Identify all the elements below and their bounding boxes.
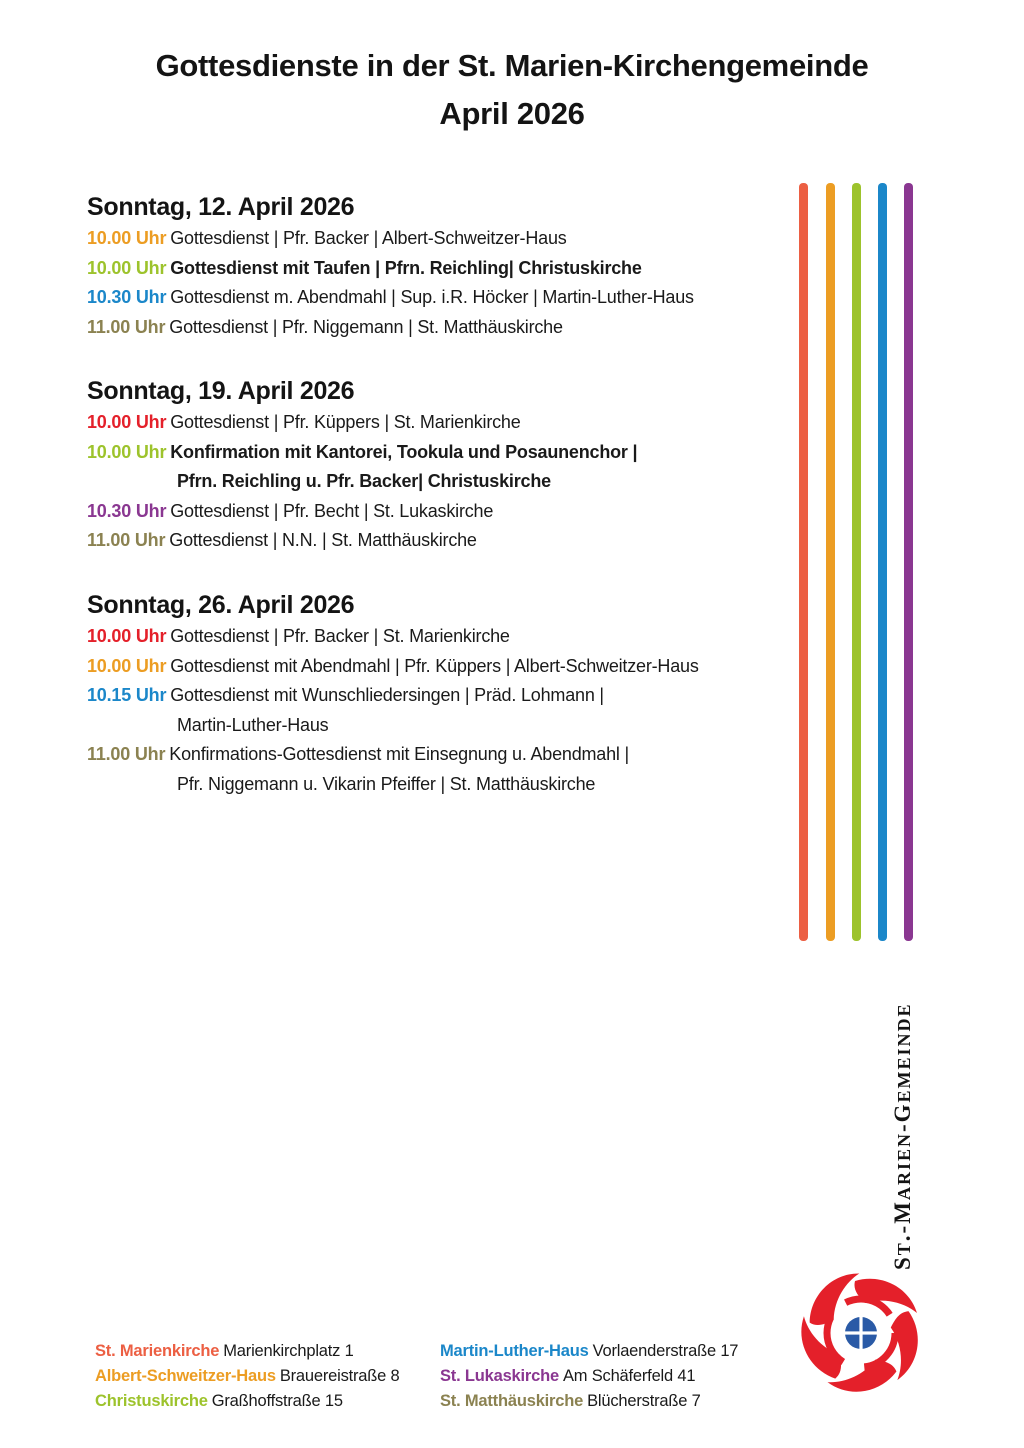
brand-letter: M [890,1200,915,1224]
stripe-red [799,183,808,941]
address-list-left [95,1339,400,1414]
service-entry [87,224,787,254]
brand-letter: G [890,1102,915,1123]
brand-letter: S [890,1255,915,1270]
service-entry [87,283,787,313]
brand-letter: - [890,1122,915,1133]
title-line-2: April 2026 [439,96,585,131]
service-text: Gottesdienst | Pfr. Becht | St. Lukaskirche [170,500,494,521]
service-text: Gottesdienst mit Wunschliedersingen | Präd. Lohmann | [170,685,604,706]
service-time: 11.00 Uhr [87,530,166,551]
brand-wordmark [890,1002,916,1270]
address-street: Am Schäferfeld 41 [562,1367,696,1385]
sunday-heading: Sonntag, 12. April 2026 [87,193,355,221]
service-entry [87,740,787,799]
service-time: 10.00 Uhr [87,257,167,278]
stripe-green [852,183,861,941]
address-row [95,1389,400,1414]
address-row [440,1364,738,1389]
service-text: Konfirmation mit Kantorei, Tookula und Posaunenchor | [170,441,638,462]
address-place: St. Matthäuskirche [440,1392,584,1410]
service-text-continued: Pfr. Niggemann u. Vikarin Pfeiffer | St. Matthäuskirche [177,773,596,794]
address-place: St. Lukaskirche [440,1367,559,1385]
service-text-continued: Martin-Luther-Haus [177,714,329,735]
service-entry [87,652,787,682]
address-street: Vorlaenderstraße 17 [592,1342,739,1360]
service-text: Konfirmations-Gottesdienst mit Einsegnung u. Abendmahl | [169,744,630,765]
address-row [440,1389,738,1414]
stripe-orange [826,183,835,941]
service-text: Gottesdienst m. Abendmahl | Sup. i.R. Höcker | Martin-Luther-Haus [170,287,694,308]
address-list-right [440,1339,738,1414]
service-entry [87,438,787,497]
service-time: 10.15 Uhr [87,685,167,706]
address-place: Martin-Luther-Haus [440,1342,589,1360]
service-time: 11.00 Uhr [87,744,166,765]
address-street: Graßhoffstraße 15 [211,1392,343,1410]
service-text-continued: Pfrn. Reichling u. Pfr. Backer| Christuskirche [177,471,551,492]
address-row [95,1364,400,1389]
service-time: 10.00 Uhr [87,655,167,676]
service-text: Gottesdienst | Pfr. Backer | St. Marienkirche [170,626,510,646]
page-title [0,42,1024,138]
service-entry [87,681,787,740]
service-time: 10.00 Uhr [87,441,167,462]
address-row [95,1339,400,1364]
stripe-blue [878,183,887,941]
service-entry [87,497,787,527]
brand-letter: .- [890,1223,915,1242]
sunday-block-1 [87,190,787,342]
address-place: Albert-Schweitzer-Haus [95,1367,276,1385]
service-time: 10.00 Uhr [87,228,167,248]
address-street: Marienkirchplatz 1 [223,1342,354,1360]
service-entry [87,408,787,438]
service-text: Gottesdienst mit Abendmahl | Pfr. Küppers | Albert-Schweitzer-Haus [170,655,699,676]
stripe-purple [904,183,913,941]
sunday-block-3 [87,588,787,800]
address-street: Blücherstraße 7 [587,1392,701,1410]
service-time: 10.00 Uhr [87,626,167,646]
service-entry [87,526,787,556]
sunday-heading: Sonntag, 26. April 2026 [87,591,355,619]
service-time: 11.00 Uhr [87,316,166,337]
sunday-block-2 [87,374,787,556]
service-text: Gottesdienst | Pfr. Niggemann | St. Matthäuskirche [169,316,563,337]
service-time: 10.30 Uhr [87,287,167,308]
brand-letter: EMEINDE [894,1002,914,1103]
sunday-heading: Sonntag, 19. April 2026 [87,377,355,405]
address-street: Brauereistraße 8 [279,1367,400,1385]
service-text: Gottesdienst | N.N. | St. Matthäuskirche [169,530,477,551]
address-place: Christuskirche [95,1392,208,1410]
service-time: 10.30 Uhr [87,500,167,521]
service-text: Gottesdienst | Pfr. Backer | Albert-Schweitzer-Haus [170,228,567,248]
brand-letter: ARIEN [894,1132,914,1201]
service-entry [87,313,787,343]
service-time: 10.00 Uhr [87,412,167,432]
rose-logo-icon [800,1272,922,1394]
address-row [440,1339,738,1364]
title-line-1: Gottesdienste in der St. Marien-Kirchengemeinde [155,48,869,83]
address-place: St. Marienkirche [95,1342,220,1360]
service-text: Gottesdienst | Pfr. Küppers | St. Marienkirche [170,412,521,432]
service-text: Gottesdienst mit Taufen | Pfrn. Reichling| Christuskirche [170,257,642,278]
brand-letter: T [894,1241,914,1256]
service-entry [87,622,787,652]
service-entry [87,254,787,284]
